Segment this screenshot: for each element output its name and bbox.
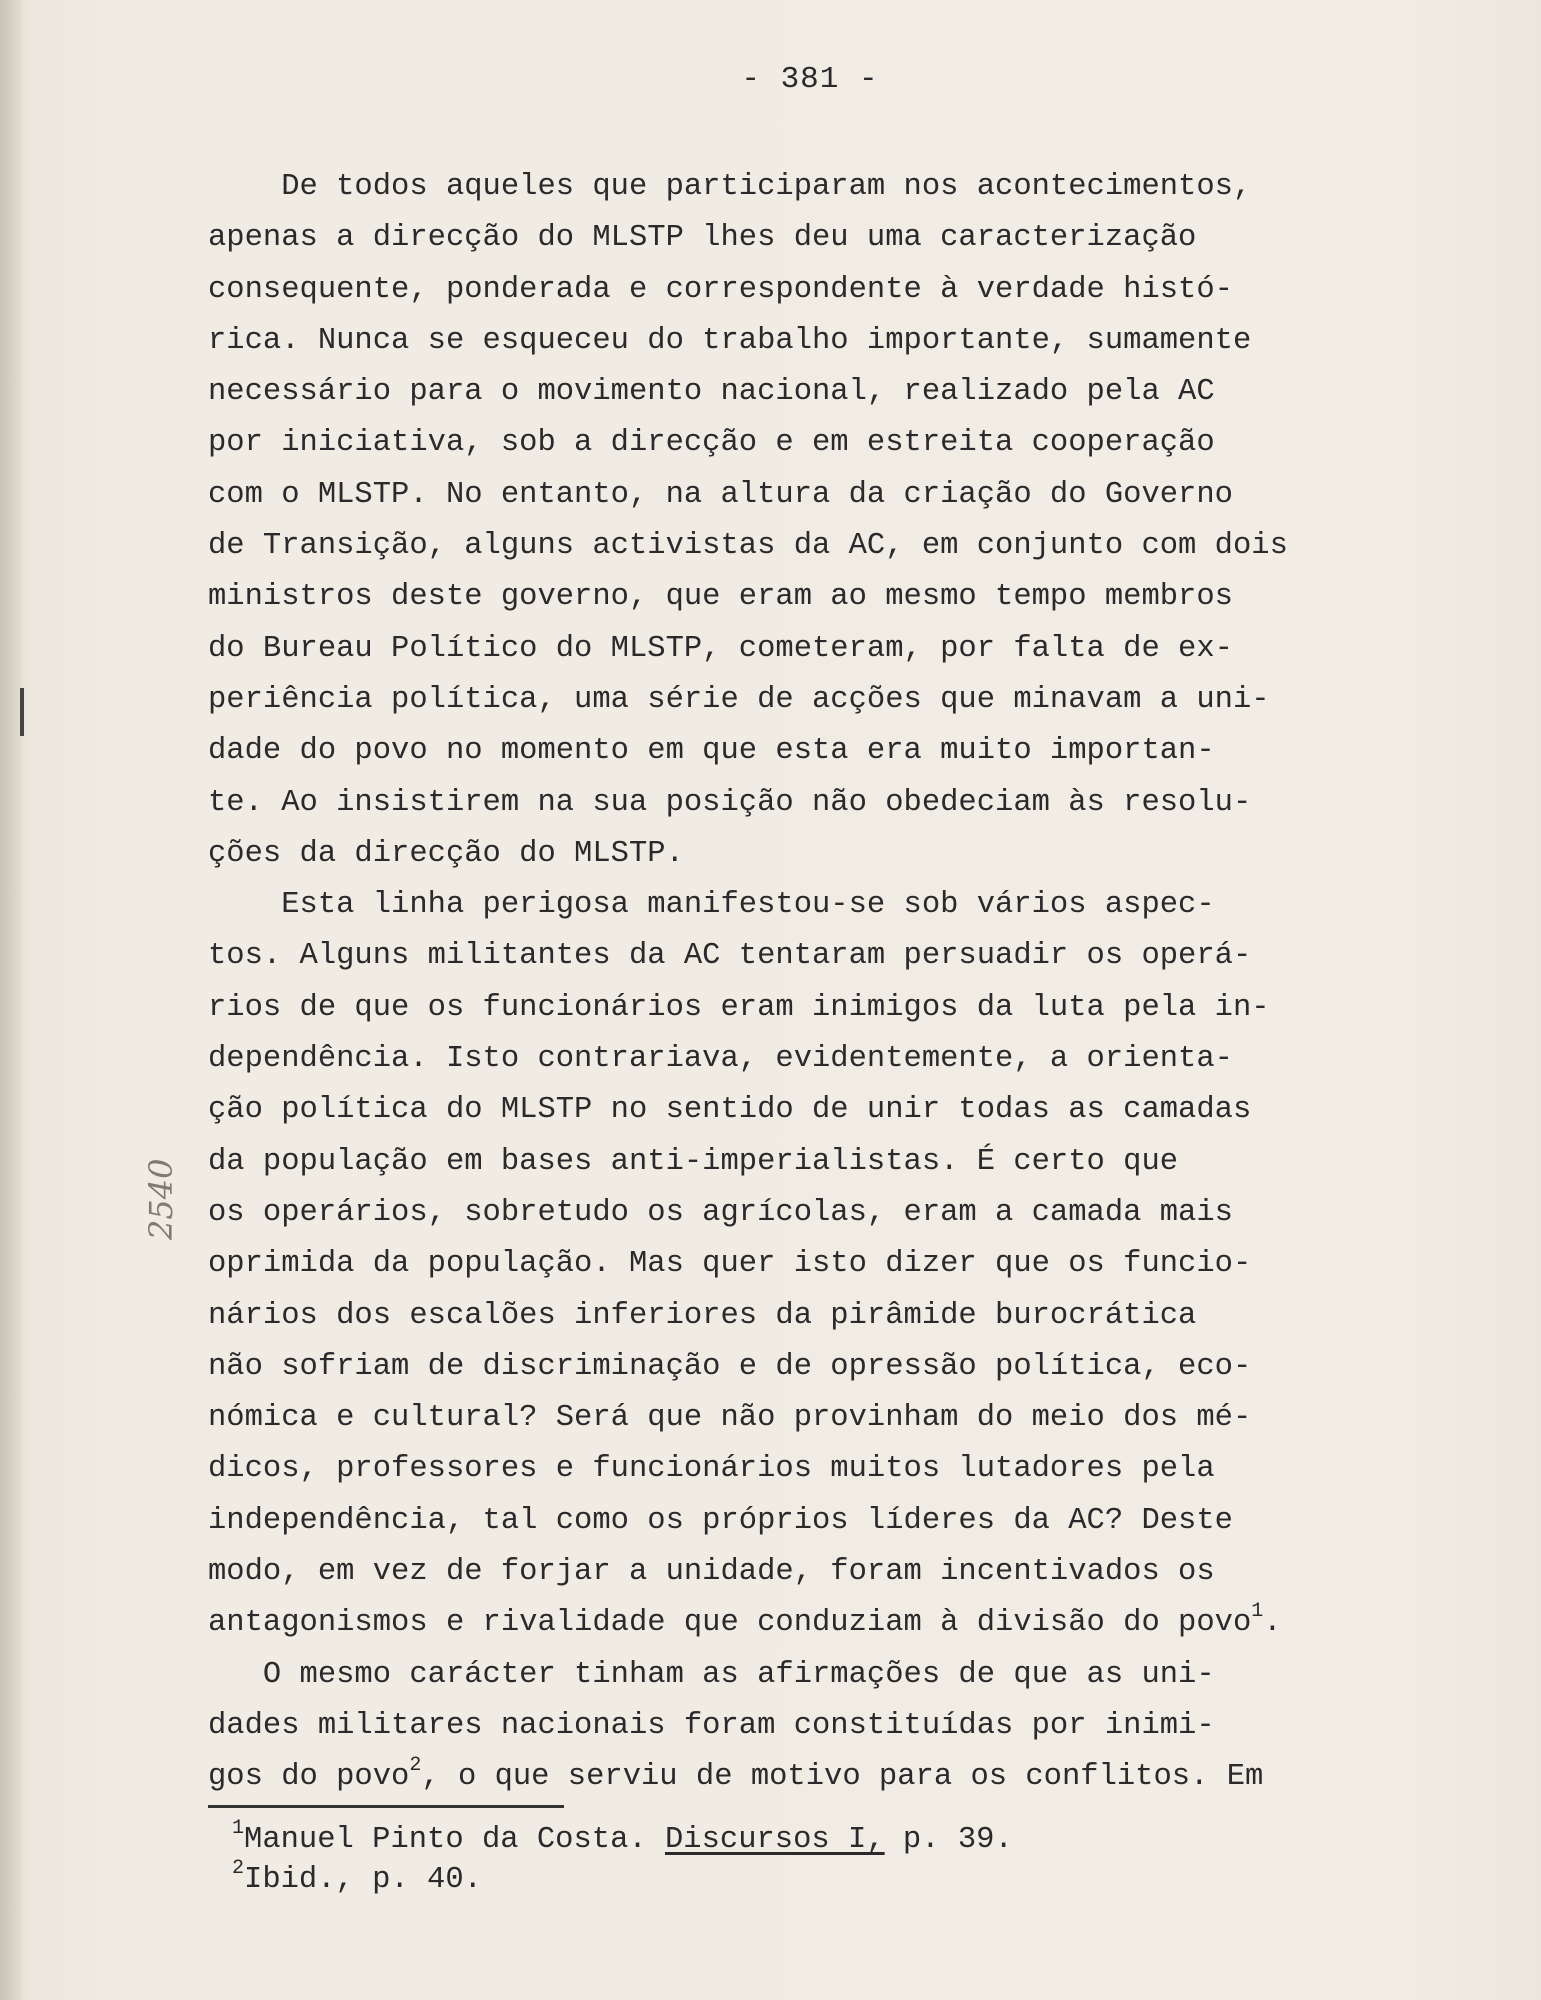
- text-line: dade do povo no momento em que esta era muito importan-: [208, 734, 1215, 769]
- text-line: periência política, uma série de acções que minavam a uni-: [208, 682, 1270, 717]
- body-text: [208, 162, 1458, 1804]
- text-line: dependência. Isto contrariava, evidentemente, a orienta-: [208, 1042, 1233, 1077]
- text-line: consequente, ponderada e correspondente à verdade histó-: [208, 272, 1233, 307]
- text-line: nários dos escalões inferiores da pirâmide burocrática: [208, 1298, 1197, 1333]
- text-segment: gos do povo: [208, 1760, 410, 1795]
- text-line: com o MLSTP. No entanto, na altura da criação do Governo: [208, 477, 1233, 512]
- text-line: rios de que os funcionários eram inimigos da luta pela in-: [208, 990, 1270, 1025]
- text-line: ção política do MLSTP no sentido de unir todas as camadas: [208, 1093, 1252, 1128]
- text-line: te. Ao insistirem na sua posição não obedeciam às resolu-: [208, 785, 1252, 820]
- text-line: apenas a direcção do MLSTP lhes deu uma caracterização: [208, 221, 1197, 256]
- text-line: O mesmo carácter tinham as afirmações de que as uni-: [208, 1657, 1215, 1692]
- text-line: do Bureau Político do MLSTP, cometeram, por falta de ex-: [208, 631, 1233, 666]
- text-line: nómica e cultural? Será que não provinham do meio dos mé-: [208, 1401, 1252, 1436]
- text-line: dicos, professores e funcionários muitos lutadores pela: [208, 1452, 1215, 1487]
- page-number: - 381 -: [741, 62, 879, 97]
- text-line: ministros deste governo, que eram ao mesmo tempo membros: [208, 580, 1233, 615]
- text-line: De todos aqueles que participaram nos acontecimentos,: [208, 170, 1252, 204]
- text-line: não sofriam de discriminação e de opressão política, eco-: [208, 1349, 1252, 1384]
- text-line: da população em bases anti-imperialistas. É certo que: [208, 1144, 1179, 1179]
- footnote-mark: 1: [232, 1817, 245, 1840]
- footnote-2: [232, 1857, 1013, 1900]
- footnote-text: p. 39.: [884, 1823, 1013, 1857]
- footnote-text: Manuel Pinto da Costa.: [244, 1823, 665, 1857]
- footnote-1: [232, 1817, 1013, 1860]
- text-line: tos. Alguns militantes da AC tentaram persuadir os operá-: [208, 939, 1252, 974]
- footnotes: [232, 1817, 1013, 1900]
- margin-handwritten-note: 2540: [142, 1158, 180, 1240]
- text-segment: antagonismos e rivalidade que conduziam à divisão do povo: [208, 1606, 1252, 1641]
- text-line: Esta linha perigosa manifestou-se sob vários aspec-: [208, 888, 1215, 923]
- text-line: ções da direcção do MLSTP.: [208, 836, 684, 871]
- text-segment: .: [1263, 1606, 1282, 1641]
- footnote-title: Discursos I,: [664, 1823, 885, 1857]
- footnote-divider: [208, 1805, 564, 1808]
- binding-mark: [20, 688, 24, 736]
- text-line: por iniciativa, sob a direcção e em estreita cooperação: [208, 426, 1215, 461]
- text-line: rica. Nunca se esqueceu do trabalho importante, sumamente: [208, 323, 1252, 358]
- text-segment: , o que serviu de motivo para os conflitos. Em: [421, 1760, 1264, 1795]
- text-line: oprimida da população. Mas quer isto dizer que os funcio-: [208, 1247, 1252, 1282]
- text-line: independência, tal como os próprios líderes da AC? Deste: [208, 1503, 1233, 1538]
- text-line: modo, em vez de forjar a unidade, foram incentivados os: [208, 1555, 1215, 1590]
- text-line: dades militares nacionais foram constituídas por inimi-: [208, 1708, 1215, 1743]
- footnote-ref-2: 2: [409, 1754, 422, 1778]
- footnote-ref-1: 1: [1251, 1600, 1264, 1624]
- binding-edge: [0, 0, 22, 2000]
- text-line: necessário para o movimento nacional, realizado pela AC: [208, 375, 1215, 410]
- footnote-text: Ibid., p. 40.: [244, 1863, 482, 1897]
- text-line: [208, 1598, 1458, 1649]
- footnote-mark: 2: [232, 1857, 245, 1880]
- text-line: [208, 1752, 1458, 1803]
- text-line: de Transição, alguns activistas da AC, em conjunto com dois: [208, 529, 1288, 564]
- text-line: os operários, sobretudo os agrícolas, eram a camada mais: [208, 1195, 1233, 1230]
